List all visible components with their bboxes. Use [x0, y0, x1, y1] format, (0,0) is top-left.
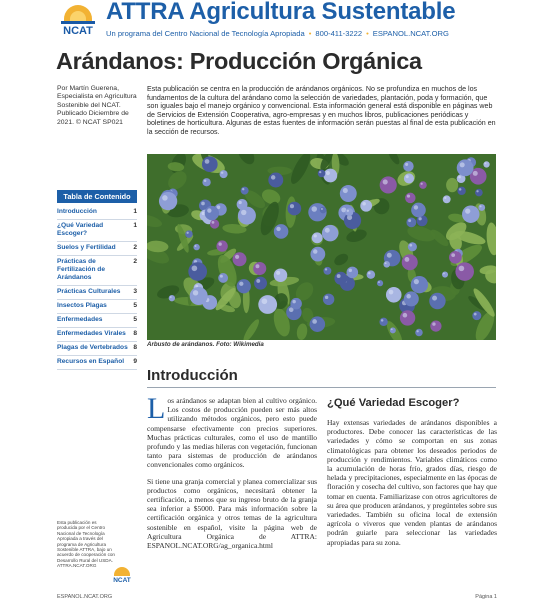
berry-highlight: [220, 275, 223, 278]
intro-paragraph-1: [147, 392, 317, 470]
berry-highlight: [325, 296, 328, 299]
toc-item-label: ¿Qué Variedad Escoger?: [57, 222, 104, 237]
berry-shape: [408, 242, 417, 251]
berry-shape: [320, 207, 327, 214]
berry-highlight: [235, 255, 239, 259]
variedad-paragraph-1: Hay extensas variedades de arándanos disponibles a productores. Debe conocer las características de las variedades y cómo se comportan en sus zonas climatológicas para obtener los deseados periodos de producción y rendimientos. Variables climáticos como la acumulación de horas frío, grados días, riesgo de helada y precipitaciones, especialmente en las épocas de floración y cosecha del cultivo, son factores que hay que tomar en cuenta. Familiarizase con otros agricultores de su área que producen arándanos, y pregúnteles sobre sus variedades. También su oficina local de extensión agrícola o viveros que venden plantas de arándanos podrán guiarle para seleccionar las variedades apropiadas para su zona.: [327, 418, 497, 547]
toc-item[interactable]: [57, 242, 137, 256]
toc-item-page: 1: [133, 208, 137, 215]
intro-column: [147, 392, 317, 551]
berry-shape: [254, 277, 267, 290]
berry-highlight: [406, 175, 409, 178]
berry-highlight: [325, 228, 330, 233]
berry-highlight: [389, 290, 394, 295]
berry-highlight: [193, 290, 198, 295]
berry-highlight: [202, 212, 205, 215]
berry-shape: [404, 291, 419, 306]
berry-highlight: [474, 313, 477, 316]
berry-shape: [380, 176, 397, 193]
berry-shape: [419, 181, 427, 189]
toc-item[interactable]: [57, 328, 137, 342]
berry-highlight: [414, 205, 418, 209]
mini-logo-text: NCAT: [113, 577, 131, 584]
ncat-logo: [58, 3, 98, 41]
berry-shape: [334, 272, 347, 285]
berry-shape: [193, 244, 199, 250]
toc-item[interactable]: [57, 286, 137, 300]
logo-text: NCAT: [63, 25, 93, 37]
berry-shape: [406, 217, 416, 227]
berry-shape: [462, 205, 479, 222]
berry-highlight: [212, 221, 215, 224]
berry-highlight: [218, 242, 221, 245]
berry-shape: [457, 159, 474, 176]
toc-item[interactable]: [57, 206, 137, 220]
blueberry-illustration: [147, 154, 496, 340]
berry-shape: [402, 254, 418, 270]
berry-highlight: [362, 202, 366, 206]
berry-shape: [442, 272, 448, 278]
berry-highlight: [480, 205, 482, 207]
berry-highlight: [460, 162, 465, 167]
berry-highlight: [432, 322, 435, 325]
berry-shape: [347, 267, 359, 279]
berry-highlight: [319, 171, 321, 173]
toc-item-page: 2: [133, 244, 137, 251]
toc-item-page: 9: [133, 358, 137, 365]
berry-shape: [475, 189, 483, 197]
berry-shape: [310, 247, 325, 262]
toc-item-label: Introducción: [57, 208, 97, 215]
berry-shape: [323, 169, 337, 183]
berry-shape: [205, 206, 219, 220]
toc-item[interactable]: [57, 300, 137, 314]
berry-shape: [472, 311, 481, 320]
toc-item-label: Suelos y Fertilidad: [57, 244, 116, 251]
berry-shape: [210, 219, 219, 228]
sun-icon: [114, 567, 130, 576]
berry-shape: [190, 287, 208, 305]
document-title: Arándanos: Producción Orgánica: [56, 48, 422, 74]
berry-shape: [268, 173, 283, 188]
brand-program: Un programa del Centro Nacional de Tecnología Apropiada: [106, 29, 305, 38]
berry-shape: [323, 267, 331, 275]
berry-highlight: [292, 300, 295, 303]
berry-shape: [253, 262, 266, 275]
berry-highlight: [271, 175, 275, 179]
berry-shape: [318, 170, 326, 178]
toc-heading: Tabla de Contenido: [57, 190, 137, 203]
berry-shape: [258, 295, 277, 314]
footer-website: ESPANOL.NCAT.ORG: [57, 594, 113, 600]
page-footer: [57, 594, 497, 600]
berry-shape: [237, 199, 248, 210]
berry-shape: [169, 295, 175, 301]
separator-dot: •: [366, 29, 369, 38]
berry-shape: [274, 268, 287, 281]
berry-shape: [415, 329, 422, 336]
berry-highlight: [195, 245, 197, 247]
berry-highlight: [242, 188, 244, 190]
berry-highlight: [312, 319, 317, 324]
berry-highlight: [385, 262, 387, 264]
blueberry-photo: [147, 154, 496, 340]
berry-shape: [345, 208, 353, 216]
berry-highlight: [459, 266, 465, 272]
berry-highlight: [290, 204, 294, 208]
toc-item-label: Plagas de Vertebrados: [57, 344, 128, 351]
berry-highlight: [409, 244, 412, 247]
berry-shape: [411, 203, 426, 218]
berry-shape: [390, 327, 396, 333]
berry-highlight: [239, 201, 242, 204]
berry-highlight: [484, 162, 486, 164]
berry-shape: [216, 240, 227, 251]
page-header: [0, 0, 550, 44]
berry-highlight: [465, 209, 470, 214]
berry-highlight: [418, 217, 421, 220]
berry-shape: [430, 320, 441, 331]
berry-shape: [202, 178, 210, 186]
toc-item-page: 5: [133, 302, 137, 309]
separator-dot: •: [308, 29, 312, 38]
toc-item[interactable]: [57, 256, 137, 286]
berry-shape: [312, 232, 323, 243]
section-divider: [147, 387, 496, 388]
berry-highlight: [387, 253, 392, 258]
berry-highlight: [241, 210, 246, 215]
berry-highlight: [314, 234, 317, 237]
variedad-column: [327, 418, 497, 547]
drop-cap: L: [147, 392, 166, 425]
berry-highlight: [262, 298, 268, 304]
table-of-contents: [57, 190, 137, 370]
berry-shape: [241, 187, 249, 195]
berry-shape: [323, 294, 334, 305]
berry-highlight: [337, 274, 341, 278]
sidebar-byline: [57, 85, 137, 127]
berry-highlight: [444, 197, 446, 199]
berry-highlight: [443, 273, 445, 275]
berry-shape: [455, 262, 474, 281]
toc-item-page: 3: [133, 288, 137, 295]
berry-shape: [383, 261, 390, 268]
berry-highlight: [378, 281, 380, 283]
berry-highlight: [325, 268, 327, 270]
berry-highlight: [405, 257, 410, 262]
berry-shape: [443, 195, 451, 203]
berry-highlight: [406, 294, 411, 299]
berry-highlight: [311, 206, 317, 212]
berry-shape: [188, 262, 207, 281]
toc-list: [57, 206, 137, 370]
berry-highlight: [162, 195, 167, 200]
berry-shape: [379, 318, 387, 326]
berry-shape: [340, 185, 357, 202]
berry-shape: [411, 276, 428, 293]
sun-icon: [64, 5, 92, 21]
berry-highlight: [459, 188, 462, 191]
berry-shape: [403, 161, 413, 171]
berry-highlight: [368, 272, 371, 275]
intro-paragraph-1-text: os arándanos se adaptan bien al cultivo orgánico. Los costos de producción pueden ser más altos utilizando métodos orgánicos, pero esto puede compensarse efectivamente con precios superiores. Muchas prácticas culturales, como el uso de mantillo profundo y las medias hileras con vegetación, funcionan tanto para sistemas de producción de arándanos convencionales como orgánicos.: [147, 396, 317, 470]
brand-phone: 800-411-3222: [315, 29, 363, 38]
berry-highlight: [207, 208, 211, 212]
berry-shape: [290, 298, 301, 309]
berry-shape: [360, 200, 372, 212]
program-footnote: Esta publicación es producida por el Centro Nacional de Tecnología Apropiada a través del programa de Agricultura Sostenible ATTRA, bajo un acuerdo de cooperación con Desarrollo Rural del USDA. ATTRA.NCAT.ORG: [57, 520, 115, 569]
berry-shape: [218, 273, 228, 283]
berry-highlight: [414, 279, 419, 284]
berry-highlight: [326, 171, 330, 175]
berry-highlight: [205, 159, 210, 164]
intro-summary: Esta publicación se centra en la producción de arándanos orgánicos. No se profundiza en muchos de los fundamentos de la cultura del arándano como la selección de variedades, plantación, poda y formación, que son iguales bajo el manejo orgánico y convencional. Esta información general está disponible en páginas web de Servicios de Extensión Cooperativa, agro-empresas y en muchos libros, publicaciones periódicas y boletines de horticultura. Algunas de estas fuentes de información serán puestas al final de esta publicación en la sección de recursos.: [147, 85, 496, 136]
toc-item[interactable]: [57, 314, 137, 328]
section-heading-variedad: ¿Qué Variedad Escoger?: [327, 397, 460, 409]
berry-highlight: [221, 171, 223, 173]
brand-website[interactable]: ESPANOL.NCAT.ORG: [372, 29, 449, 38]
brand-title: ATTRA Agricultura Sustentable: [106, 0, 456, 25]
berry-shape: [237, 279, 251, 293]
berry-highlight: [187, 232, 189, 234]
berry-shape: [233, 252, 247, 266]
berry-highlight: [391, 328, 393, 330]
logo-bar: [61, 21, 95, 24]
berry-shape: [185, 230, 192, 237]
toc-item-page: 5: [133, 316, 137, 323]
berry-shape: [274, 224, 289, 239]
berry-highlight: [170, 296, 172, 298]
toc-item-label: Enfermedades: [57, 316, 103, 323]
berry-highlight: [476, 190, 478, 192]
berry-highlight: [451, 253, 455, 257]
berry-shape: [310, 316, 326, 332]
berry-highlight: [276, 227, 280, 231]
berry-highlight: [407, 195, 410, 198]
toc-item[interactable]: [57, 342, 137, 356]
toc-item[interactable]: [57, 220, 137, 242]
berry-highlight: [192, 265, 198, 271]
berry-highlight: [349, 269, 352, 272]
berry-shape: [159, 192, 177, 210]
berry-highlight: [383, 179, 388, 184]
berry-highlight: [256, 279, 260, 283]
berry-shape: [429, 293, 445, 309]
berry-highlight: [343, 188, 348, 193]
berry-highlight: [201, 202, 205, 206]
intro-paragraph-2: Si tiene una granja comercial y planea comercializar sus productos como orgánicos, necesitará obtener la certificación, a menos que su ingreso bruto de la granja sea inferior a $5000. Para más información sobre la certificación orgánica y otros temas de la agricultura sostenible en español, visite la página web de Agricultura Orgánica de ATTRA: ESPANOL.NCAT.ORG/ag_organica.html: [147, 476, 317, 551]
berry-highlight: [458, 176, 461, 179]
berry-shape: [377, 280, 383, 286]
footer-page-number: Página 1: [475, 594, 497, 600]
photo-caption: Arbusto de arándanos. Foto: Wikimedia: [147, 341, 264, 348]
berry-shape: [386, 287, 402, 303]
berry-highlight: [255, 264, 259, 268]
berry-shape: [202, 156, 218, 172]
berry-highlight: [276, 271, 280, 275]
brand-subtitle: [106, 29, 449, 38]
toc-item-page: 2: [133, 258, 137, 265]
berry-shape: [288, 202, 302, 216]
toc-item-label: Prácticas Culturales: [57, 288, 121, 295]
berry-shape: [400, 310, 415, 325]
berry-highlight: [432, 296, 437, 301]
berry-highlight: [381, 319, 384, 322]
toc-item-label: Recursos en Español: [57, 358, 125, 365]
berry-highlight: [321, 208, 323, 210]
author-byline: Por Martín Guerena, Especialista en Agricultura Sostenible del NCAT. Publicado Diciembre de 2021. © NCAT SP021: [57, 85, 137, 126]
berry-shape: [457, 187, 465, 195]
berry-highlight: [473, 171, 478, 176]
berry-shape: [483, 161, 489, 167]
berry-highlight: [403, 313, 408, 318]
berry-shape: [220, 170, 228, 178]
berry-shape: [405, 193, 415, 203]
toc-item-page: 8: [133, 344, 137, 351]
ncat-mini-logo: [110, 566, 134, 588]
berry-shape: [404, 173, 414, 183]
berry-highlight: [313, 249, 317, 253]
toc-item-label: Prácticas de Fertilización de Arándanos: [57, 258, 105, 281]
toc-item[interactable]: [57, 356, 137, 370]
berry-highlight: [417, 330, 419, 332]
berry-highlight: [204, 180, 206, 182]
berry-highlight: [239, 282, 243, 286]
section-heading-introduccion: Introducción: [147, 367, 238, 384]
berry-highlight: [405, 163, 408, 166]
berry-highlight: [408, 219, 411, 222]
berry-highlight: [347, 210, 349, 212]
berry-shape: [478, 204, 485, 211]
toc-item-label: Enfermedades Virales: [57, 330, 126, 337]
berry-shape: [322, 225, 338, 241]
berry-shape: [367, 270, 376, 279]
berry-highlight: [421, 183, 423, 185]
toc-item-label: Insectos Plagas: [57, 302, 107, 309]
berry-shape: [449, 251, 462, 264]
toc-item-page: 8: [133, 330, 137, 337]
toc-item-page: 1: [133, 222, 137, 229]
